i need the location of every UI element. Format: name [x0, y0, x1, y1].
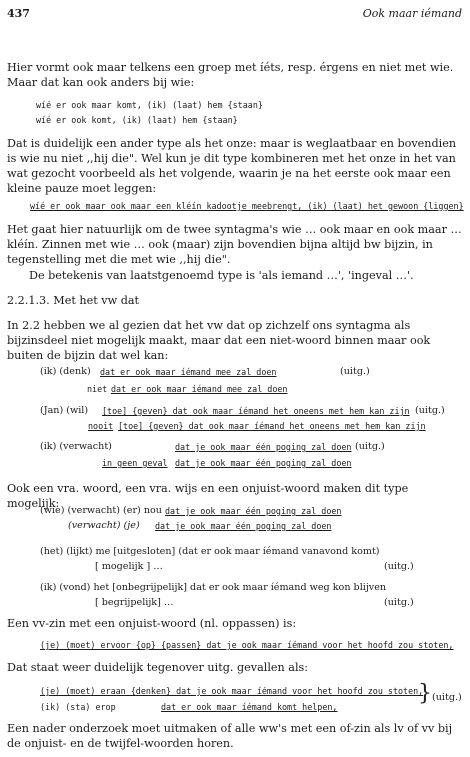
example-line: dat er ook maar íémand mee zal doen — [111, 384, 288, 394]
example-marker: in geen geval — [102, 458, 168, 468]
example-note: (uitg.) — [355, 441, 385, 452]
example-line: (ik) (vond) het [onbegrijpelijk] dat er ook maar íémand weg kon blijven — [40, 582, 387, 593]
example-line: dat er ook maar íémand mee zal doen — [100, 367, 277, 377]
example-line: wíé er ook maar ook maar een kléín kadootje meebrengt, (ik) (laat) het gewoon {liggen} — [30, 201, 464, 211]
example-line: (je) (moet) eraan {denken} dat je ook maar íémand voor het hoofd zou stoten, — [40, 686, 424, 696]
example-line: (het) (lijkt) me [uitgesloten] (dat er ook maar íémand vanavond komt) — [40, 546, 380, 557]
example-note: (uitg.) — [415, 405, 445, 416]
example-note: (uitg.) — [432, 692, 462, 703]
paragraph-syntagmas: Het gaat hier natuurlijk om de twee syntagma's wie … ook maar en ook maar … kléín. Zinnen met wie … ook (maar) zijn bovendien bijna altijd bw bijzin, in tegenstelling met die met wie ,,hij die". — [7, 223, 462, 266]
example-line: (je) (moet) ervoor {op} {passen} dat je ook maar íémand voor het hoofd zou stoten, — [40, 640, 454, 650]
example-line: dat er ook maar íémand komt helpen, — [161, 702, 338, 712]
example-note: (uitg.) — [384, 597, 414, 608]
example-marker: niet — [87, 384, 108, 394]
example-line: wíé er ook maar komt, (ik) (laat) hem {staan} — [36, 100, 263, 110]
paragraph-onderzoek: Een nader onderzoek moet uitmaken of alle ww's met een of-zin als lv of vv bij de onjuist- en de twijfel-woorden horen. — [7, 722, 453, 750]
section-heading: 2.2.1.3. Met het vw dat — [7, 294, 140, 307]
example-line: dat je ook maar één poging zal doen — [155, 521, 332, 531]
paragraph-type-comparison: Dat is duidelijk een ander type als het onze: maar is weglaatbaar en bovendien is wie nu niet ,,hij die". Wel kun je dit type kombineren met het onze in het van wat gezocht voorbeeld als het volgende, waarin je na het eerste ook maar een kleine pauze moet leggen: — [7, 137, 457, 195]
paragraph-dat: In 2.2 hebben we al gezien dat het vw dat op zichzelf ons syntagma als bijzinsdeel niet mogelijk maakt, maar dat een niet-woord binnen maar ook buiten de bijzin dat wel kan: — [7, 319, 431, 362]
example-line: [toe] {geven} dat ook maar íémand het oneens met hem kan zijn — [102, 406, 410, 416]
example-label: (Jan) (wil) — [40, 405, 89, 416]
example-line: [ begrijpelijk] … — [95, 597, 174, 608]
example-label: (ik) (sta) erop — [40, 702, 116, 712]
example-line: dat je ook maar één poging zal doen — [175, 458, 352, 468]
paragraph-vv-zin: Een vv-zin met een onjuist-woord (nl. oppassen) is: — [7, 617, 297, 630]
example-label: (wie) (verwacht) (er) nou — [40, 505, 162, 516]
page-number: 437 — [7, 7, 30, 20]
example-line: [ mogelijk ] … — [95, 561, 163, 572]
brace: } — [418, 681, 432, 706]
example-label: (verwacht) (je) — [68, 520, 140, 531]
running-title: Ook maar iémand — [362, 7, 462, 20]
example-note: (uitg.) — [340, 366, 370, 377]
paragraph-intro: Hier vormt ook maar telkens een groep met íéts, resp. érgens en niet met wie. Maar dat kan ook anders bij wie: — [7, 61, 454, 89]
example-note: (uitg.) — [384, 561, 414, 572]
paragraph-vra-woord: Ook een vra. woord, een vra. wijs en een onjuist-woord maken dit type mogelijk: — [7, 482, 409, 510]
paragraph-tegenover: Dat staat weer duidelijk tegenover uitg. gevallen als: — [7, 661, 309, 674]
example-line: wíé er ook komt, (ik) (laat) hem {staan} — [36, 115, 238, 125]
example-label: (ik) (verwacht) — [40, 441, 112, 452]
example-marker: nooit — [88, 421, 114, 431]
example-line: [toe] {geven} dat ook maar íémand het oneens met hem kan zijn — [118, 421, 426, 431]
paragraph-meaning: De betekenis van laatstgenoemd type is 'als iemand …', 'ingeval …'. — [29, 269, 414, 282]
example-line: dat je ook maar één poging zal doen — [165, 506, 342, 516]
example-label: (ik) (denk) — [40, 366, 91, 377]
example-line: dat je ook maar één poging zal doen — [175, 442, 352, 452]
